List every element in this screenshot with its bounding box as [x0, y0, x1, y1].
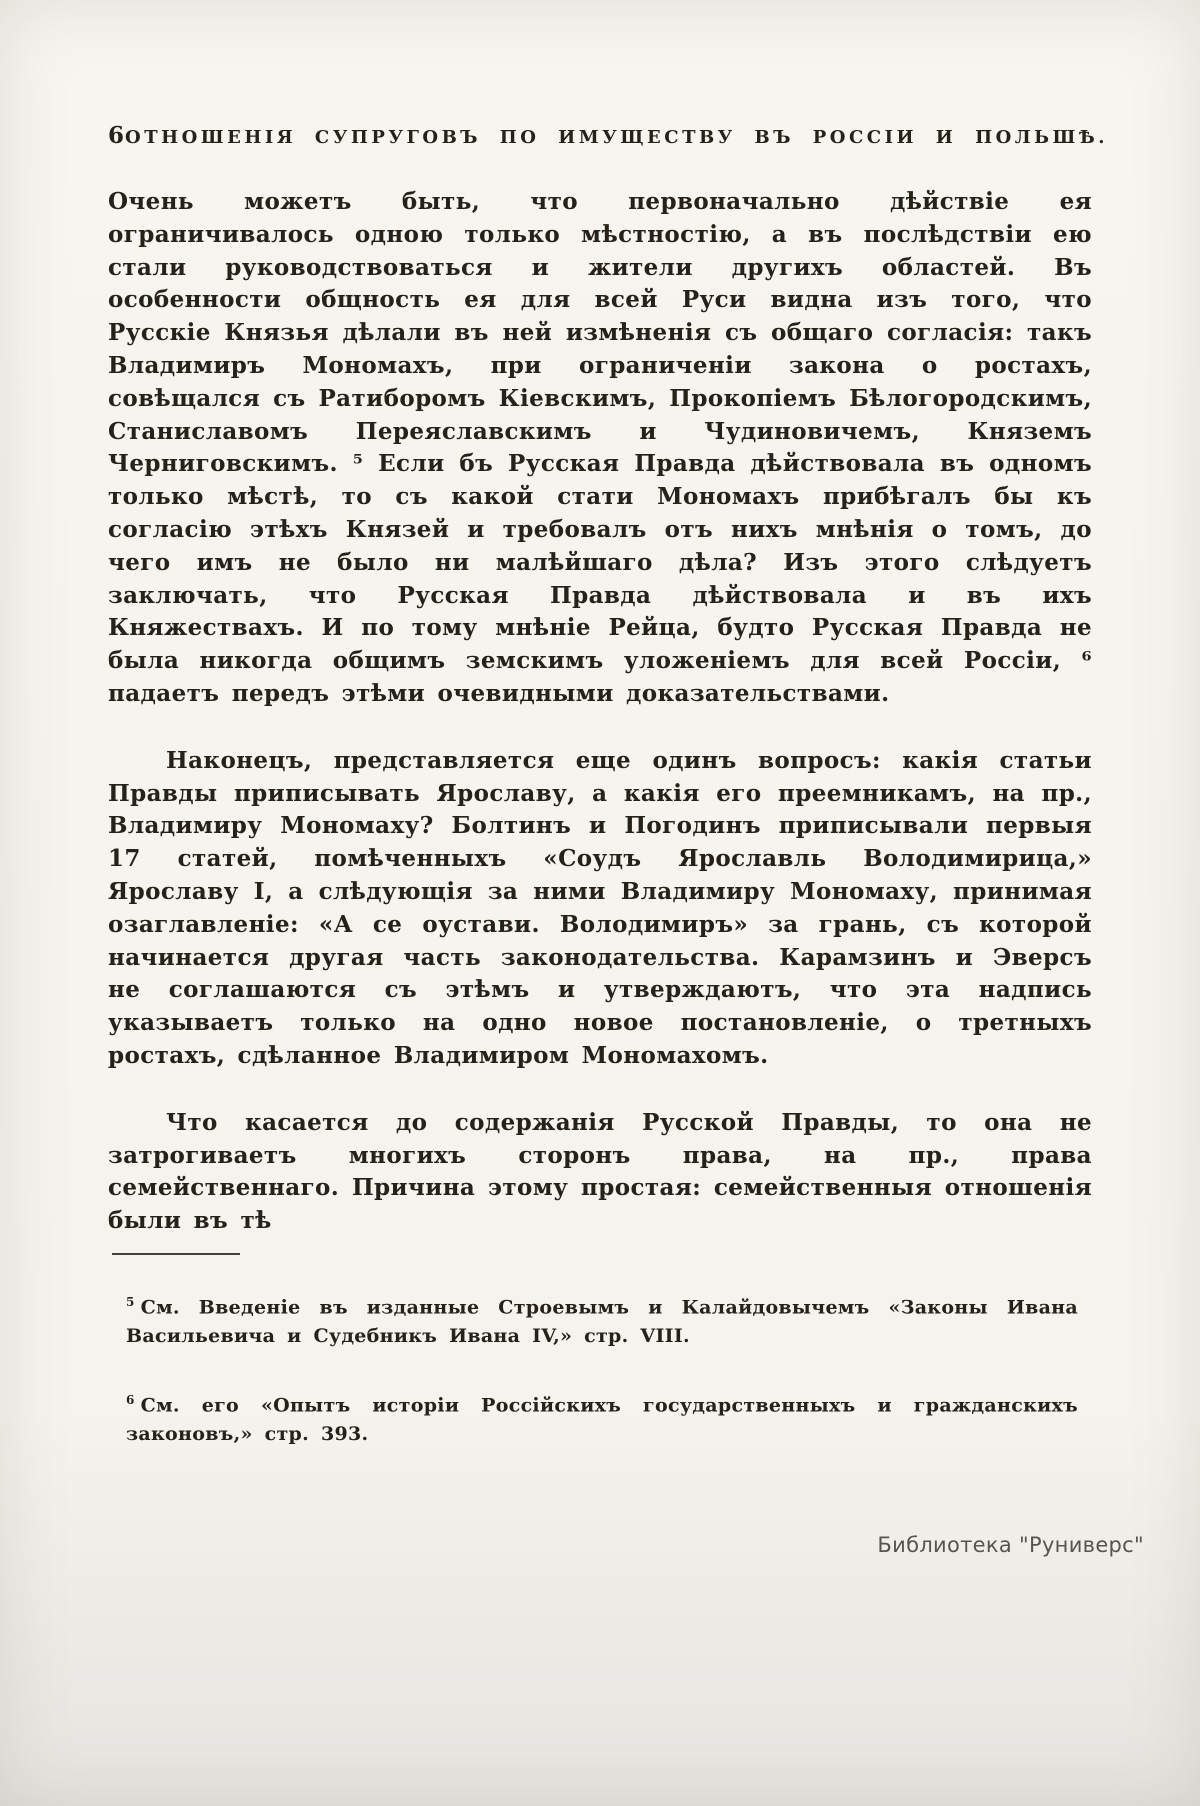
footnote-5 [126, 1288, 1078, 1350]
footnote-6 [126, 1386, 1078, 1448]
paragraph-2: Наконецъ, представляется еще одинъ вопросъ: какія статьи Правды приписывать Ярославу, а какія его преемникамъ, на пр., Владимиру Мономаху? Болтинъ и Погодинъ приписывали первыя 17 статей, помѣченныхъ «Соудъ Ярославль Володимирица,» Ярославу I, а слѣдующія за ними Владимиру Мономаху, принимая озаглавленіе: «А се оустави. Володимиръ» за грань, съ которой начинается другая часть законодательства. Карамзинъ и Эверсъ не соглашаются съ этѣмъ и утверждаютъ, что эта надпись указываетъ только на одно новое постановленіе, о третныхъ ростахъ, сдѣланное Владимиром Мономахомъ. [108, 746, 1092, 1069]
page-number: 6 [108, 122, 126, 149]
footnote-text: См. Введеніе въ изданные Строевымъ и Калайдовычемъ «Законы Ивана Васильевича и Судебникъ Ивана IV,» стр. VIII. [126, 1296, 1078, 1347]
library-watermark: Библиотека "Руниверс" [877, 1533, 1144, 1557]
footnote-separator [112, 1253, 240, 1255]
paragraph-3: Что касается до содержанія Русской Правды, то она не затрогиваетъ многихъ сторонъ права, на пр., права семейственнаго. Причина этому простая: семейственныя отношенія были въ тѣ [108, 1108, 1092, 1235]
running-title: ОТНОШЕНІЯ СУПРУГОВЪ ПО ИМУЩЕСТВУ ВЪ РОССІИ И ПОЛЬШѢ. [125, 127, 1108, 148]
running-head [108, 122, 1108, 149]
footnote-marker: 6 [126, 1393, 135, 1408]
footnotes [126, 1288, 1078, 1449]
footnote-text: См. его «Опытъ исторіи Россійскихъ государственныхъ и гражданскихъ законовъ,» стр. 393. [126, 1394, 1078, 1446]
paragraph-1: Очень можетъ быть, что первоначально дѣйствіе ея ограничивалось одною только мѣстностію, а въ послѣдствіи ею стали руководствоваться и жители другихъ областей. Въ особенности общность ея для всей Руси видна изъ того, что Русскіе Князья дѣлали въ ней измѣненія съ общаго согласія: такъ Владимиръ Мономахъ, при ограниченіи закона о ростахъ, совѣщался съ Ратиборомъ Кіевскимъ, Прокопіемъ Бѣлогородскимъ, Станиславомъ Переяславскимъ и Чудиновичемъ, Княземъ Черниговскимъ. ⁵ Если бъ Русская Правда дѣйствовала въ одномъ только мѣстѣ, то съ какой стати Мономахъ прибѣгалъ бы къ согласію этѣхъ Князей и требовалъ отъ нихъ мнѣнія о томъ, до чего имъ не было ни малѣйшаго дѣла? Изъ этого слѣдуетъ заключать, что Русская Правда дѣйствовала и въ ихъ Княжествахъ. И по тому мнѣніе Рейца, будто Русская Правда не была никогда общимъ земскимъ уложеніемъ для всей Россіи, ⁶ падаетъ передъ этѣми очевидными доказательствами. [108, 188, 1092, 707]
footnote-marker: 5 [126, 1295, 135, 1309]
page-body [108, 186, 1092, 1238]
